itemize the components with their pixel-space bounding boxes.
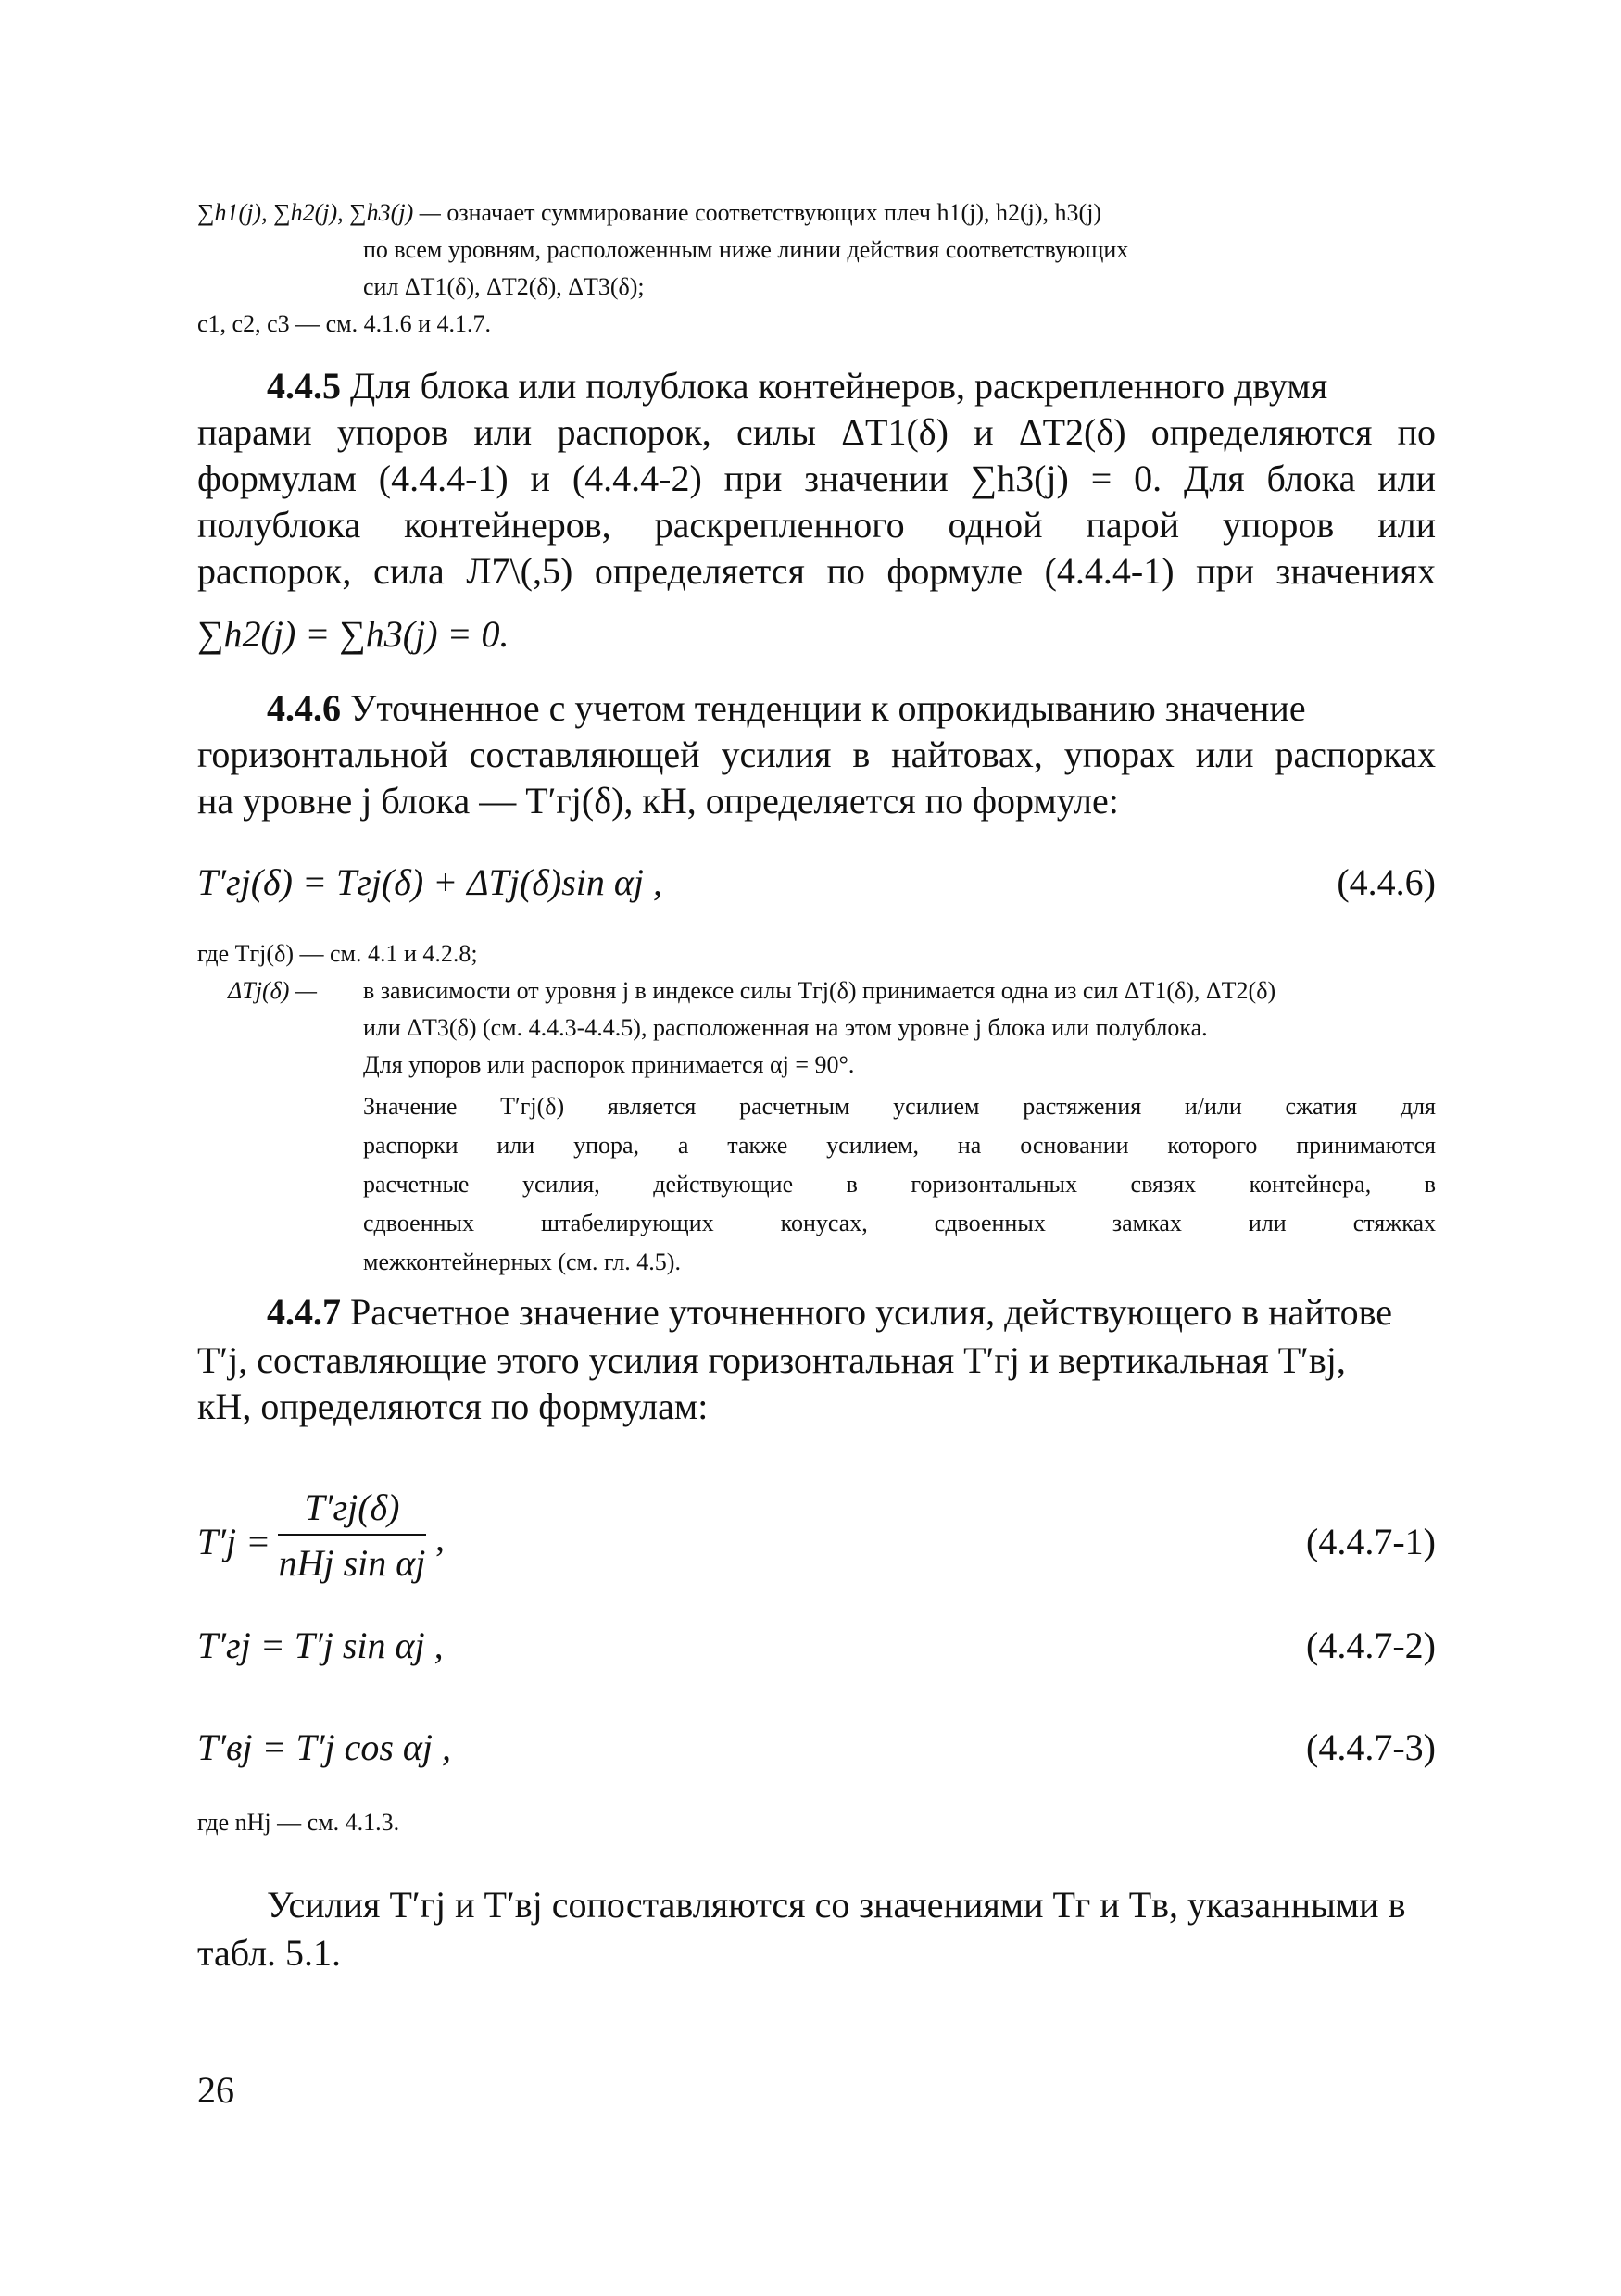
formula-446-number: (4.4.6) [1337, 861, 1436, 903]
formula-447-3-number: (4.4.7-3) [1306, 1726, 1436, 1768]
where-446-desc-3: Для упоров или распорок принимается αj = 90°. [363, 1051, 855, 1078]
formula-447-2-number: (4.4.7-2) [1306, 1625, 1436, 1666]
where-446-desc-5: распорки или упора, а также усилием, на основании которого принимаются [363, 1132, 1436, 1159]
where-446-desc-6: расчетные усилия, действующие в горизонтальных связях контейнера, в [363, 1171, 1436, 1198]
closing-line-1: Усилия T′гj и T′вj сопоставляются со значениями Tг и Tв, указанными в [267, 1884, 1406, 1926]
section-445-line-5: распорок, сила Л7\(,5) определяется по формуле (4.4.4-1) при значениях [197, 550, 1436, 592]
legend-sum-symbols: ∑h1(j), ∑h2(j), ∑h3(j) — [197, 199, 441, 226]
formula-447-1-lhs: T′j = [197, 1521, 271, 1562]
section-445-line-6: ∑h2(j) = ∑h3(j) = 0. [197, 613, 509, 655]
section-447-line-1: 4.4.7 Расчетное значение уточненного усилия, действующего в найтове [267, 1291, 1393, 1333]
section-445-line-3: формулам (4.4.4-1) и (4.4.4-2) при значении ∑h3(j) = 0. Для блока или [197, 458, 1436, 499]
section-445-number: 4.4.5 [267, 365, 341, 407]
where-446-desc-4: Значение T′гj(δ) является расчетным усилием растяжения и/или сжатия для [363, 1093, 1436, 1120]
section-447-number: 4.4.7 [267, 1291, 341, 1333]
section-447-line-2: T′j, составляющие этого усилия горизонтальная T′гj и вертикальная T′вj, [197, 1339, 1346, 1381]
section-445-line-4: полублока контейнеров, раскрепленного одной парой упоров или [197, 504, 1436, 546]
closing-line-2: табл. 5.1. [197, 1932, 342, 1974]
formula-446: T′гj(δ) = Tгj(δ) + ΔTj(δ)sin αj , [197, 861, 662, 903]
section-446-line-2: горизонтальной составляющей усилия в найтовах, упорах или распорках [197, 734, 1436, 775]
where-446-desc-1: в зависимости от уровня j в индексе силы Tгj(δ) принимается одна из сил ΔT1(δ), ΔT2(δ) [363, 977, 1276, 1004]
formula-447-1-fraction-bar [278, 1534, 426, 1536]
formula-447-1-numerator: T′гj(δ) [304, 1487, 400, 1528]
where-447: где nHj — см. 4.1.3. [197, 1809, 400, 1836]
section-445-line-1: 4.4.5 Для блока или полублока контейнеров, раскрепленного двумя [267, 365, 1328, 407]
section-446-line-3: на уровне j блока — T′гj(δ), кН, определяется по формуле: [197, 780, 1119, 822]
formula-447-3: T′вj = T′j cos αj , [197, 1726, 452, 1768]
formula-447-1-denominator: nHj sin αj [278, 1542, 426, 1584]
where-446-desc-2: или ΔT3(δ) (см. 4.4.3-4.4.5), расположенная на этом уровне j блока или полублока. [363, 1014, 1208, 1041]
legend-line-3: сил ΔT1(δ), ΔT2(δ), ΔT3(δ); [363, 273, 645, 300]
legend-coefficients: c1, c2, c3 — см. 4.1.6 и 4.1.7. [197, 310, 492, 337]
where-446-delta-term: ΔTj(δ) — [228, 977, 317, 1004]
where-446-t-definition: где Tгj(δ) — см. 4.1 и 4.2.8; [197, 940, 478, 967]
section-447-line-3: кН, определяются по формулам: [197, 1386, 709, 1427]
legend-sum-text: означает суммирование соответствующих плеч h1(j), h2(j), h3(j) [446, 199, 1102, 226]
legend-sum-term [197, 194, 1101, 232]
where-446-desc-8: межконтейнерных (см. гл. 4.5). [363, 1248, 681, 1275]
section-445-line-2: парами упоров или распорок, силы ΔT1(δ) и ΔT2(δ) определяются по [197, 411, 1436, 453]
page-number: 26 [197, 2069, 234, 2111]
formula-447-1-number: (4.4.7-1) [1306, 1521, 1436, 1562]
section-446-number: 4.4.6 [267, 687, 341, 729]
formula-447-1-comma: , [435, 1517, 445, 1559]
legend-line-2: по всем уровням, расположенным ниже линии действия соответствующих [363, 236, 1129, 263]
section-446-line-1: 4.4.6 Уточненное с учетом тенденции к опрокидыванию значение [267, 687, 1306, 729]
where-446-desc-7: сдвоенных штабелирующих конусах, сдвоенных замках или стяжках [363, 1210, 1436, 1236]
formula-447-2: T′гj = T′j sin αj , [197, 1625, 444, 1666]
